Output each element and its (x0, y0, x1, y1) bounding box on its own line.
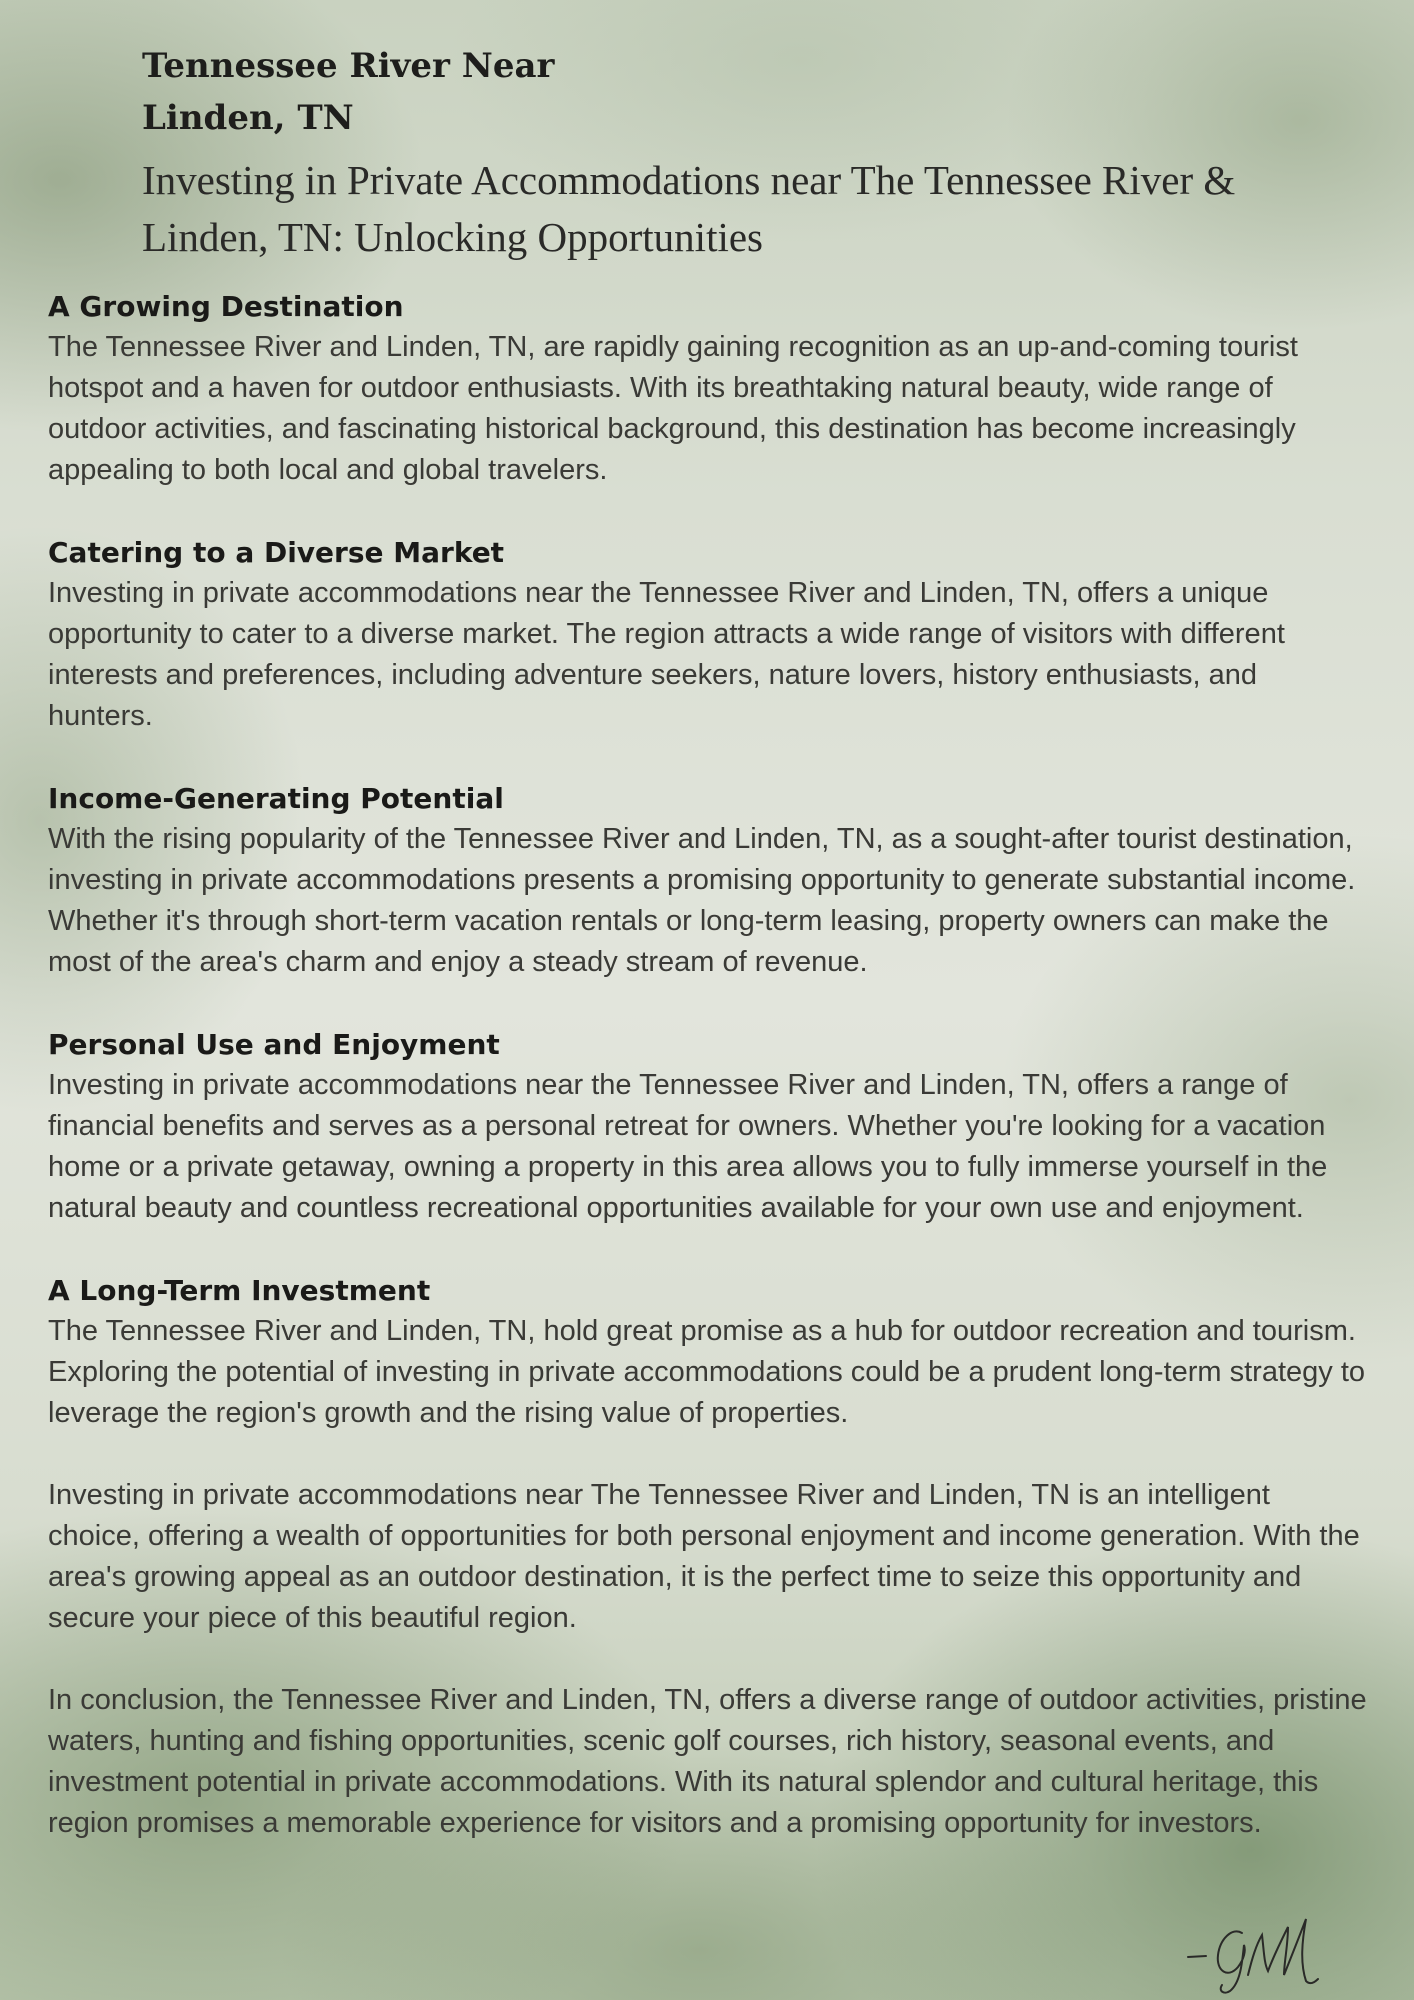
section-long-term-investment (48, 1270, 1368, 1434)
page-title: Tennessee River Near Linden, TN (142, 46, 555, 138)
section-heading: Income-Generating Potential (48, 782, 504, 815)
section-growing-destination (48, 286, 1368, 491)
section-body: Investing in private accommodations near the Tennessee River and Linden, TN, offers a range of financial benefits and serves as a personal retreat for owners. Whether you're looking for a vacation home or a private getaway, owning a property in this area allows you to fully immerse yourself in the natural beauty and countless recreational opportunities available for your own use and enjoyment. (48, 1069, 1328, 1224)
section-body: Investing in private accommodations near the Tennessee River and Linden, TN, offers a unique opportunity to cater to a diverse market. The region attracts a wide range of visitors with different interests and preferences, including adventure seekers, nature lovers, history enthusiasts, and hunters. (48, 577, 1285, 732)
paragraph-text: In conclusion, the Tennessee River and Linden, TN, offers a diverse range of outdoor activities, pristine waters, hunting and fishing opportunities, scenic golf courses, rich history, seasonal events, and investment potential in private accommodations. With its natural splendor and cultural heritage, this region promises a memorable experience for visitors and a promising opportunity for investors. (48, 1684, 1367, 1839)
handwritten-signature (1184, 1905, 1324, 1995)
section-heading: Catering to a Diverse Market (48, 536, 505, 569)
signature-mark-icon (1184, 1905, 1324, 1995)
section-income-potential (48, 778, 1368, 983)
document-header (142, 40, 1262, 266)
section-body: The Tennessee River and Linden, TN, are rapidly gaining recognition as an up-and-coming tourist hotspot and a haven for outdoor enthusiasts. With its breathtaking natural beauty, wide range of outdoor activities, and fascinating historical background, this destination has become increasingly appealing to both local and global travelers. (48, 331, 1298, 486)
section-heading: Personal Use and Enjoyment (48, 1028, 500, 1061)
closing-paragraph (48, 1475, 1368, 1639)
section-body: With the rising popularity of the Tennessee River and Linden, TN, as a sought-after tourist destination, investing in private accommodations presents a promising opportunity to generate substantial income. Whether it's through short-term vacation rentals or long-term leasing, property owners can make the most of the area's charm and enjoy a steady stream of revenue. (48, 823, 1356, 978)
section-heading: A Long-Term Investment (48, 1274, 431, 1307)
document-body (48, 286, 1368, 1885)
page-subtitle: Investing in Private Accommodations near The Tennessee River & Linden, TN: Unlocking Opportunities (142, 157, 1236, 260)
paragraph-text: Investing in private accommodations near The Tennessee River and Linden, TN is an intelligent choice, offering a wealth of opportunities for both personal enjoyment and income generation. With the area's growing appeal as an outdoor destination, it is the perfect time to seize this opportunity and secure your piece of this beautiful region. (48, 1479, 1360, 1634)
section-heading: A Growing Destination (48, 290, 404, 323)
section-body: The Tennessee River and Linden, TN, hold great promise as a hub for outdoor recreation and tourism. Exploring the potential of investing in private accommodations could be a prudent long-term strategy to leverage the region's growth and the rising value of properties. (48, 1315, 1366, 1429)
conclusion-paragraph (48, 1680, 1368, 1844)
section-personal-use (48, 1024, 1368, 1229)
section-diverse-market (48, 532, 1368, 737)
